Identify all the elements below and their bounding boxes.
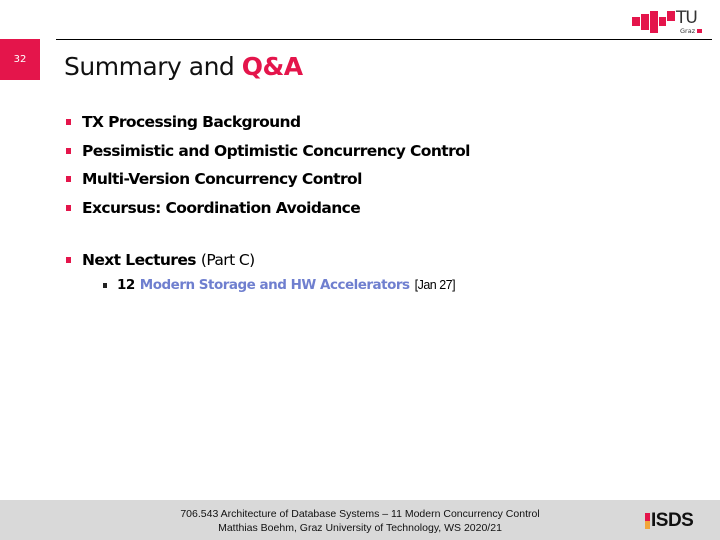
tu-graz-mark-icon [632,11,676,33]
list-item-label: Excursus: Coordination Avoidance [82,199,361,218]
list-item [66,108,470,137]
tu-graz-logo [632,8,706,36]
list-item [66,165,470,194]
summary-list [66,108,470,222]
list-item-label: TX Processing Background [82,113,301,132]
list-item [66,194,470,223]
footer [0,500,720,540]
list-item-label: Multi-Version Concurrency Control [82,170,362,189]
lecture-title-link[interactable]: Modern Storage and HW Accelerators [139,277,410,293]
next-lectures-item [66,246,255,275]
bullet-square-icon [66,148,71,154]
next-lectures-suffix: (Part C) [200,251,255,270]
tu-text: TU [676,8,697,28]
bullet-square-icon [66,205,71,211]
footer-author-line: Matthias Boehm, Graz University of Technology, WS 2020/21 [218,522,502,534]
isds-mark-icon [645,513,650,529]
sub-bullet-square-icon [103,283,107,288]
header-rule [56,39,712,40]
graz-text: Graz [680,27,696,35]
footer-course-line: 706.543 Architecture of Database Systems – 11 Modern Concurrency Control [180,508,540,520]
bullet-square-icon [66,257,71,263]
footer-text [0,507,720,535]
title-accent: Q&A [241,52,303,81]
list-item [66,137,470,166]
title-main: Summary and [64,52,242,81]
lecture-date: [Jan 27] [414,278,456,292]
page-title [64,52,303,81]
isds-logo [645,512,693,530]
lecture-number: 12 [117,277,135,293]
bullet-square-icon [66,119,71,125]
next-lectures-label: Next Lectures [82,251,196,270]
page-number-badge [0,39,40,80]
list-item-label: Pessimistic and Optimistic Concurrency Control [82,141,470,160]
bullet-square-icon [66,176,71,182]
page-number: 32 [13,54,27,65]
lecture-item [103,274,455,296]
isds-text: ISDS [651,510,694,531]
graz-dot-icon [697,29,702,33]
